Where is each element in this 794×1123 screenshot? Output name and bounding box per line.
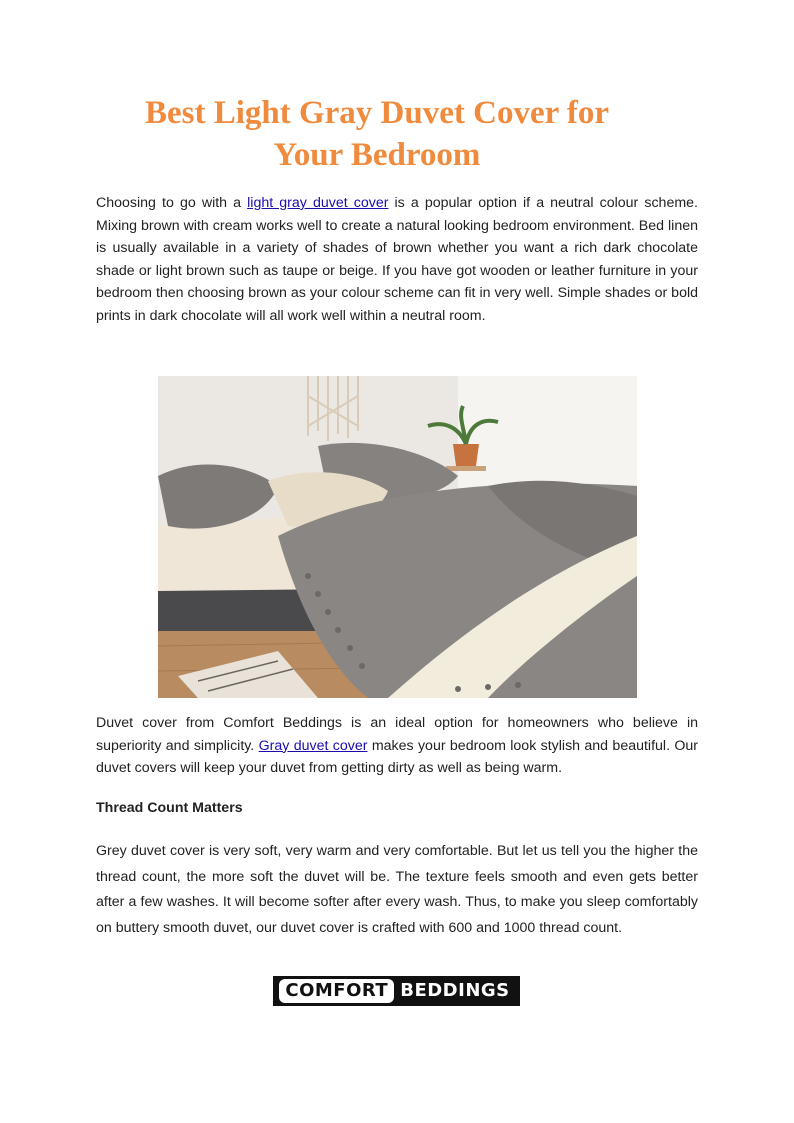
light-gray-duvet-cover-link[interactable]: light gray duvet cover [247, 195, 389, 211]
page-title-line-1: Best Light Gray Duvet Cover for [144, 95, 610, 131]
logo-word-comfort: COMFORT [279, 979, 394, 1003]
product-text-start: Duvet cover from Comfort Beddings is an ideal option for homeowners who believe in superiority and simplicity. [96, 715, 698, 754]
bedroom-photo [158, 376, 637, 698]
page-title [96, 92, 658, 176]
logo-word-beddings: BEDDINGS [400, 980, 510, 1001]
product-paragraph [96, 712, 698, 780]
intro-text-end: is a popular option if a neutral colour scheme. Mixing brown with cream works well to create a natural looking bedroom environment. Bed linen is usually available in a variety of shades of brown whether you want a rich dark chocolate shade or light brown such as taupe or beige. If you have got wooden or leather furniture in your bedroom then choosing brown as your colour scheme can fit in very well. Simple shades or bold prints in dark chocolate will all work well within a neutral room. [96, 195, 698, 324]
thread-count-heading: Thread Count Matters [96, 800, 243, 816]
product-text-end: makes your bedroom look stylish and beautiful. Our duvet covers will keep your duvet from getting dirty as well as being warm. [96, 737, 699, 777]
intro-paragraph [96, 192, 698, 328]
comfort-beddings-logo [273, 976, 520, 1006]
thread-count-paragraph: Grey duvet cover is very soft, very warm and very comfortable. But let us tell you the higher the thread count, the more soft the duvet will be. The texture feels smooth and even gets better after a few washes. It will become softer after every wash. Thus, to make you sleep comfortably on buttery smooth duvet, our duvet cover is crafted with 600 and 1000 thread count. [96, 843, 698, 936]
page-title-line-2: Your Bedroom [273, 137, 481, 173]
gray-duvet-cover-link[interactable]: Gray duvet cover [258, 737, 368, 754]
intro-text-start: Choosing to go with a [96, 195, 248, 211]
